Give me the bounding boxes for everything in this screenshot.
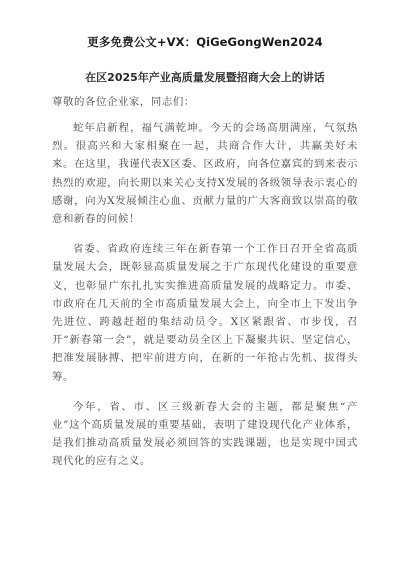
promo-header: 更多免费公文+VX：QiGeGongWen2024 [87, 35, 323, 49]
body-paragraph: 蛇年启新程，福气满乾坤。今天的会场高朋满座，气氛热烈。很高兴和大家相聚在一起，共商合作大计，共赢美好未来。在这里，我谨代表X区委、区政府，向各位嘉宾的到来表示热烈的欢迎，向长期以来关心支持X发展的各级领导表示衷心的感谢，向为X发展倾注心血、贡献力量的广大客商致以崇高的敬意和新春的问候！ [52, 122, 358, 226]
document-title: 在区2025年产业高质量发展暨招商大会上的讲话 [85, 71, 325, 84]
body-paragraph: 省委、省政府连续三年在新春第一个工作日召开全省高质量发展大会，既彰显高质量发展之于广东现代化建设的重要意义，也彰显广东扎扎实实推进高质量发展的战略定力。市委、市政府在几天前的全市高质量发展大会上，向全市上下发出争先进位、跨越赶超的集结动员令。X区紧跟省、市步伐，召开“新春第一会”，就是要动员全区上下凝聚共识、坚定信心，把准发展脉搏、把牢前进方向，在新的一年抢占先机、拔得头筹。 [52, 243, 358, 383]
salutation: 尊敬的各位企业家，同志们： [52, 96, 195, 108]
body-paragraph: 今年，省、市、区三级新春大会的主题，都是聚焦“产业”这个高质量发展的重要基础，表明了建设现代化产业体系，是我们推动高质量发展必须回答的实践课题，也是实现中国式现代化的应有之义。 [52, 400, 358, 468]
